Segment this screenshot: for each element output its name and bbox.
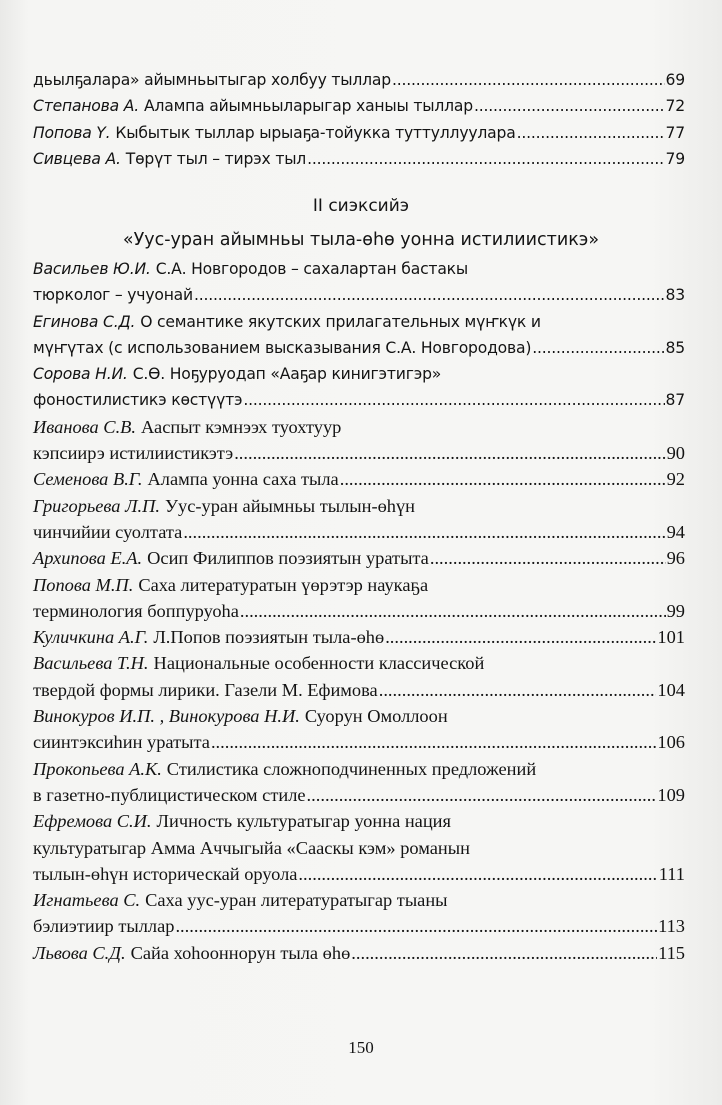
toc-entry (33, 414, 685, 467)
toc-entry (33, 146, 685, 172)
entry-page-number: 87 (665, 391, 685, 410)
toc-line (33, 309, 685, 335)
toc-line (33, 703, 685, 729)
entry-title: Осип Филиппов поэзиятын уратыта (147, 548, 429, 569)
dot-leader (379, 677, 657, 703)
dot-leader (351, 940, 657, 966)
toc-line (33, 414, 685, 440)
entry-author: Прокопьева А.К. (33, 758, 162, 779)
toc-line (33, 440, 685, 466)
entry-title: твердой формы лирики. Газели М. Ефимова (33, 679, 378, 700)
toc-entry (33, 493, 685, 546)
entry-title: в газетно-публицистическом стиле (33, 784, 306, 805)
entry-author: Игнатьева С. (33, 890, 141, 911)
entry-page-number: 115 (658, 942, 685, 963)
toc-line (33, 624, 685, 650)
entry-author: Архипова Е.А. (33, 548, 143, 569)
toc-line (33, 335, 685, 361)
toc-entry (33, 756, 685, 809)
dot-leader (307, 782, 657, 808)
entry-author: Винокуров И.П. , Винокурова Н.И. (33, 706, 300, 727)
toc-line (33, 598, 685, 624)
entry-page-number: 111 (658, 863, 685, 884)
entry-title: Сайа хоһооннорун тыла өһө (130, 942, 351, 963)
toc-line (33, 756, 685, 782)
toc-entry (33, 67, 685, 93)
toc-line (33, 67, 685, 93)
entry-author: Васильева Т.Н. (33, 653, 149, 674)
entry-title: кэпсиирэ истилиистикэтэ (33, 443, 234, 464)
toc-line (33, 146, 685, 172)
toc-entry (33, 940, 685, 966)
toc-line (33, 940, 685, 966)
entry-author: Попова М.П. (33, 574, 134, 595)
entry-title: Кыбытык тыллар ырыаҕа-тойукка туттуллуулара (115, 123, 516, 142)
section-subtitle: «Уус-уран айымньы тыла-өһө уонна истилиистикэ» (122, 230, 600, 250)
toc-entry (33, 361, 685, 414)
toc-line (33, 572, 685, 598)
dot-leader (430, 545, 666, 571)
entry-title: сиинтэксиһин уратыта (33, 732, 210, 753)
entry-author: Попова Ү. (33, 123, 111, 142)
section-title: II сиэксийэ (312, 196, 410, 216)
entry-author: Григорьева Л.П. (33, 495, 161, 516)
toc-entry (33, 572, 685, 625)
entry-page-number: 83 (665, 286, 685, 305)
entry-title: культуратыгар Амма Аччыгыйа «Сааскы кэм» романын (33, 837, 470, 858)
entry-title: Алампа айымньыларыгар ханыы тыллар (143, 97, 473, 116)
entry-page-number: 69 (665, 71, 685, 89)
entry-page-number: 99 (666, 600, 685, 621)
entry-title: Уус-уран айымньы тылын-өһүн (165, 495, 416, 516)
dot-leader (194, 282, 665, 308)
toc-line (33, 519, 685, 545)
toc-entry (33, 808, 685, 887)
toc-part-1 (33, 67, 685, 172)
entry-page-number: 85 (665, 338, 685, 357)
dot-leader (385, 624, 656, 650)
entry-title: Ааспыт кэмнээх туохтуур (141, 416, 342, 437)
toc-line (33, 120, 685, 146)
entry-title: Төрүт тыл – тирэх тыл (125, 149, 307, 168)
entry-title: терминология боппуруоһа (33, 600, 239, 621)
entry-author: Васильев Ю.И. (33, 260, 151, 278)
dot-leader (183, 519, 665, 545)
toc-line (33, 361, 685, 387)
toc-entry (33, 256, 685, 309)
entry-title: С.Ө. Ноҕуруодап «Ааҕар кинигэтигэр» (132, 365, 442, 384)
toc-entry (33, 93, 685, 119)
dot-leader (298, 861, 657, 887)
toc-entry (33, 309, 685, 362)
entry-title: Суорун Омоллоон (304, 706, 448, 727)
toc-line (33, 729, 685, 755)
entry-author: Степанова А. (33, 97, 139, 116)
toc-entry (33, 887, 685, 940)
toc-part-2 (33, 256, 685, 966)
entry-title: Саха уус-уран литературатыгар тыаны (145, 890, 448, 911)
entry-page-number: 113 (658, 916, 685, 937)
entry-author: Ефремова С.И. (33, 811, 152, 832)
entry-author: Львова С.Д. (33, 942, 126, 963)
dot-leader (307, 146, 664, 172)
entry-title: тюрколог – учуонай (33, 286, 193, 305)
entry-title: Стилистика сложноподчиненных предложений (166, 758, 537, 779)
toc-line (33, 93, 685, 119)
toc-line (33, 545, 685, 571)
entry-page-number: 72 (665, 97, 685, 116)
dot-leader (234, 440, 665, 466)
toc-line (33, 913, 685, 939)
entry-page-number: 101 (657, 627, 685, 648)
toc-line (33, 677, 685, 703)
entry-title: дьылҕалара» айымньытыгар холбуу тыллар (33, 71, 391, 89)
entry-title: бэлиэтиир тыллар (33, 916, 175, 937)
toc-line (33, 466, 685, 492)
dot-leader (392, 67, 665, 93)
toc-line (33, 282, 685, 308)
entry-author: Сорова Н.И. (33, 365, 128, 384)
toc-line (33, 782, 685, 808)
entry-author: Сивцева А. (33, 149, 121, 168)
toc-line (33, 861, 685, 887)
toc-line (33, 887, 685, 913)
entry-author: Иванова С.В. (33, 416, 136, 437)
entry-title: Л.Попов поэзиятын тыла-өһө (153, 627, 385, 648)
entry-title: Национальные особенности классической (153, 653, 485, 674)
dot-leader (243, 387, 664, 413)
entry-title: мүҥүтах (с использованием высказывания С.А. Новгородова) (33, 338, 532, 357)
toc-line (33, 808, 685, 834)
entry-author: Семенова В.Г. (33, 469, 143, 490)
entry-title: фоностилистикэ көстүүтэ (33, 391, 243, 410)
entry-page-number: 90 (666, 443, 685, 464)
toc-line (33, 256, 685, 282)
entry-title: тылын-өһүн историческай оруола (33, 863, 298, 884)
entry-page-number: 94 (666, 521, 685, 542)
dot-leader (240, 598, 666, 624)
toc-entry (33, 545, 685, 571)
dot-leader (532, 335, 664, 361)
entry-title: Саха литературатын үөрэтэр наукаҕа (138, 574, 429, 595)
entry-page-number: 106 (657, 732, 685, 753)
page-number: 150 (348, 1038, 374, 1057)
dot-leader (340, 466, 666, 492)
entry-page-number: 109 (657, 784, 685, 805)
toc-entry (33, 120, 685, 146)
toc-line (33, 650, 685, 676)
entry-title: О семантике якутских прилагательных мүҥкүк и (140, 312, 541, 331)
dot-leader (517, 120, 665, 146)
entry-author: Куличкина А.Г. (33, 627, 149, 648)
toc-line (33, 493, 685, 519)
entry-author: Егинова С.Д. (33, 312, 136, 331)
toc-entry (33, 703, 685, 756)
entry-title: С.А. Новгородов – сахалартан бастакы (155, 260, 469, 278)
toc-entry (33, 624, 685, 650)
entry-title: чинчийии суолтата (33, 521, 183, 542)
toc-line (33, 835, 685, 861)
dot-leader (211, 729, 656, 755)
entry-page-number: 104 (657, 679, 685, 700)
toc-entry (33, 466, 685, 492)
entry-page-number: 77 (665, 123, 685, 142)
dot-leader (474, 93, 665, 119)
dot-leader (175, 913, 657, 939)
entry-page-number: 96 (666, 548, 685, 569)
entry-page-number: 79 (665, 149, 685, 168)
entry-page-number: 92 (666, 469, 685, 490)
toc-line (33, 387, 685, 413)
entry-title: Алампа уонна саха тыла (147, 469, 339, 490)
toc-entry (33, 650, 685, 703)
entry-title: Личность культуратыгар уонна нация (156, 811, 451, 832)
